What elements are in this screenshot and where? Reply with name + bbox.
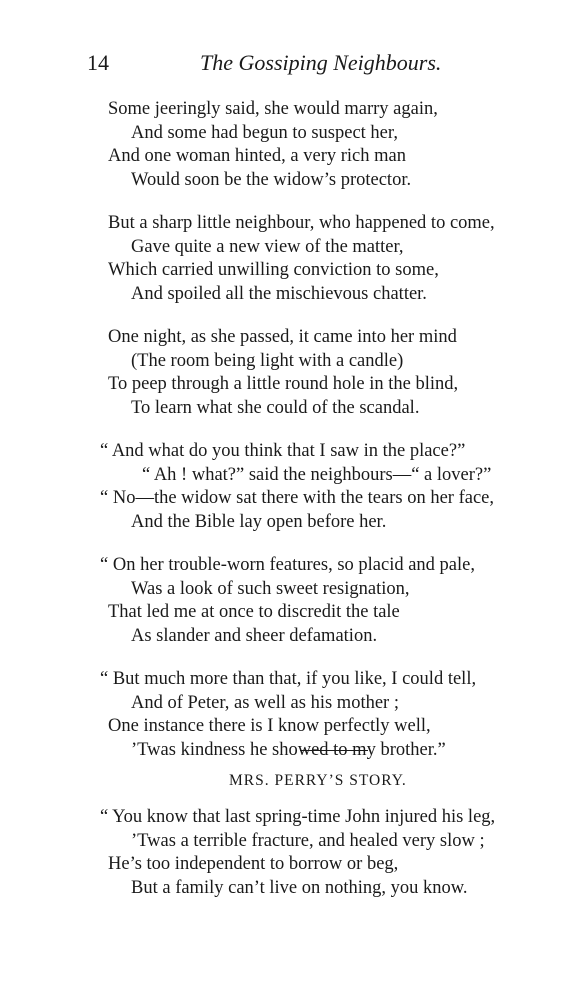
poem-line: One night, as she passed, it came into her mind: [108, 327, 457, 347]
poem-line: Would soon be the widow’s protector.: [131, 169, 412, 190]
page-number: 14: [87, 50, 109, 75]
poem-line: But a sharp little neighbour, who happened to come,: [108, 213, 495, 233]
stanza-1: [0, 98, 571, 192]
poem-line: That led me at once to discredit the tale: [108, 602, 400, 622]
stanza-5: [0, 554, 571, 648]
poem-line: And spoiled all the mischievous chatter.: [131, 283, 427, 304]
poem-line: Gave quite a new view of the matter,: [131, 236, 404, 257]
poem-line: And some had begun to suspect her,: [131, 122, 398, 143]
poem-line: He’s too independent to borrow or beg,: [108, 854, 399, 874]
poem-line: To learn what she could of the scandal.: [131, 397, 420, 418]
poem-line: Was a look of such sweet resignation,: [131, 578, 410, 599]
section-title: MRS. PERRY’S STORY.: [229, 772, 407, 789]
poem-line: “ You know that last spring-time John injured his leg,: [100, 807, 496, 827]
stanza-4: [0, 440, 571, 534]
poem-line: “ On her trouble-worn features, so placid and pale,: [100, 555, 475, 575]
poem-line: “ And what do you think that I saw in the place?”: [100, 441, 466, 461]
poem-line: “ Ah ! what?” said the neighbours—“ a lover?”: [142, 464, 492, 485]
section-divider: [300, 750, 368, 751]
poem-line: “ No—the widow sat there with the tears on her face,: [100, 488, 495, 508]
poem-line: But a family can’t live on nothing, you know.: [131, 877, 468, 898]
poem-line: Some jeeringly said, she would marry again,: [108, 99, 438, 119]
poem-line: And of Peter, as well as his mother ;: [131, 692, 399, 713]
stanza-6: [0, 668, 571, 762]
poem-line: “ But much more than that, if you like, I could tell,: [100, 669, 477, 689]
poem-line: ’Twas a terrible fracture, and healed very slow ;: [131, 830, 485, 851]
poem-line: (The room being light with a candle): [131, 350, 404, 371]
poem-line: ’Twas kindness he showed to my brother.”: [131, 739, 446, 760]
story-text: [0, 806, 571, 920]
poem-line: One instance there is I know perfectly well,: [108, 716, 431, 736]
running-title: The Gossiping Neighbours.: [200, 50, 442, 75]
poem-text: [0, 98, 571, 782]
story-stanza: [0, 806, 571, 900]
poem-line: And one woman hinted, a very rich man: [108, 146, 406, 166]
stanza-3: [0, 326, 571, 420]
stanza-2: [0, 212, 571, 306]
page-header: [0, 50, 571, 80]
poem-line: And the Bible lay open before her.: [131, 511, 387, 532]
poem-line: Which carried unwilling conviction to some,: [108, 260, 439, 280]
poem-line: As slander and sheer defamation.: [131, 625, 378, 646]
poem-line: To peep through a little round hole in the blind,: [108, 374, 459, 394]
